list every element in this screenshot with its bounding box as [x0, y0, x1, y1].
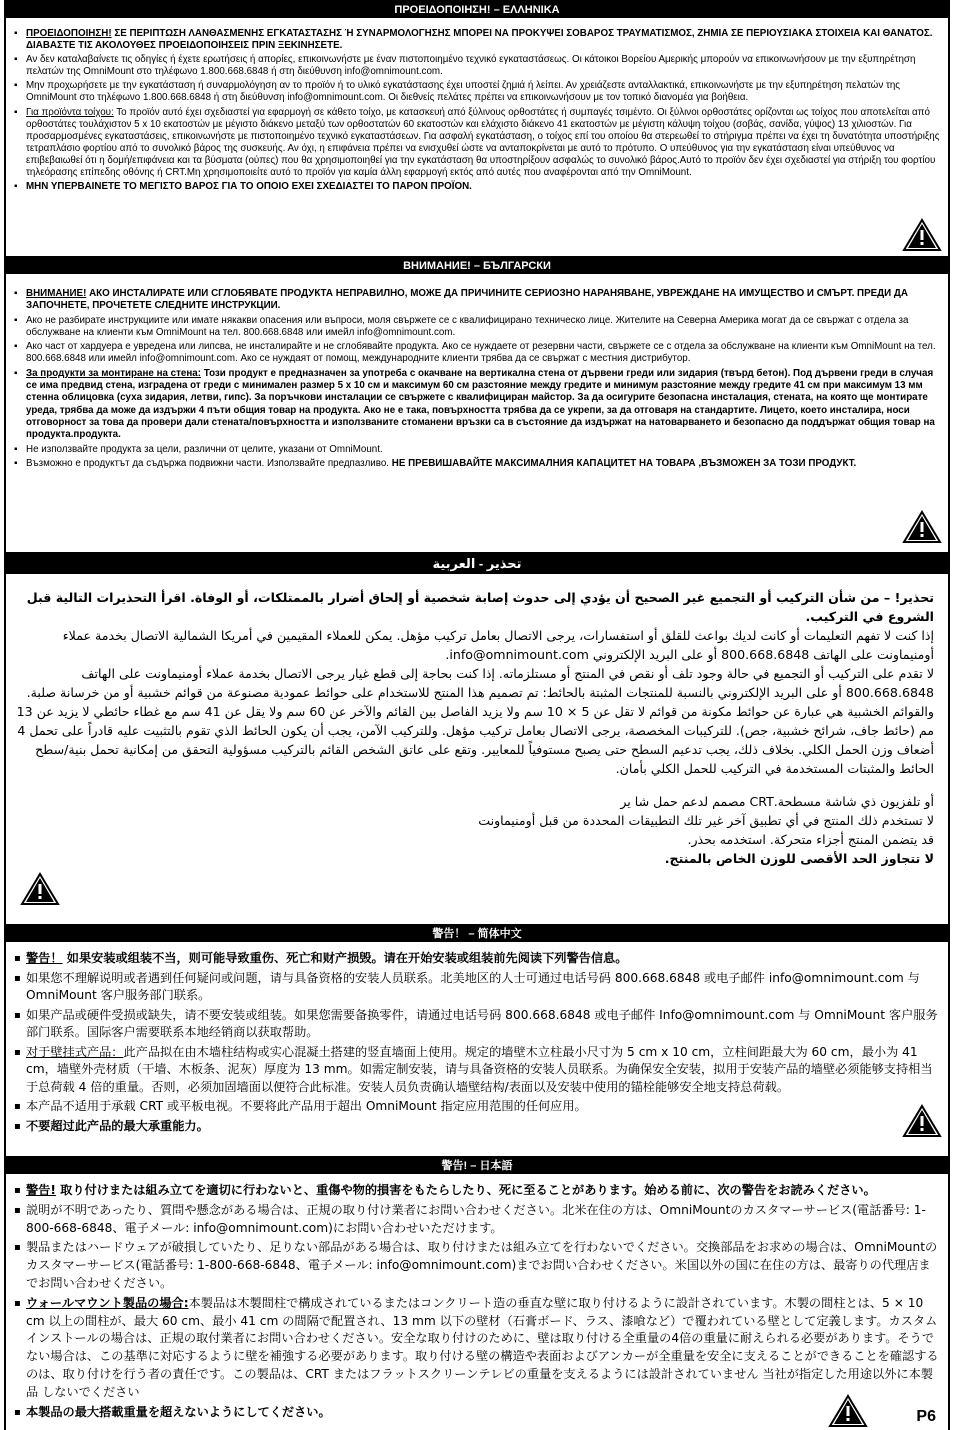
- warning-lead: 警告！: [26, 951, 63, 965]
- warning-text: 如果安装或组装不当，则可能导致重伤、死亡和财产损毁。请在开始安装或组装前先阅读下列警告信息。: [62, 951, 628, 965]
- list-item: ▪ 本产品不适用于承载 CRT 或平板电视。不要将此产品用于超出 OmniMount 指定应用范围的任何应用。: [14, 1098, 940, 1116]
- item-lead: 对于壁挂式产品：: [26, 1044, 124, 1059]
- list-item: ▪ ΜΗΝ ΥΠΕΡΒΑΙΝΕΤΕ ΤΟ ΜΕΓΙΣΤΟ ΒΑΡΟΣ ΓΙΑ ΤΟ ΟΠΟΙΟ ΕΧΕΙ ΣΧΕΔΙΑΣΤΕΙ ΤΟ ΠΑΡΟΝ ΠΡΟΪΟΝ.: [14, 181, 940, 193]
- warning-lead: ВНИМАНИЕ!: [26, 288, 87, 299]
- paragraph: قد يتضمن المنتج أجزاء متحركة. استخدمه بحذر.: [687, 832, 934, 847]
- japanese-warning-section: [4, 1158, 950, 1430]
- list-item: [14, 107, 940, 180]
- list-item: [14, 1044, 940, 1097]
- list-item: ▪ Ако част от хардуера е увредена или липсва, не инсталирайте и не сглобявайте продукта. Ако се нуждаете от резервни части, свържете се с отдела за обслужване на клиенти към OmniMount на тел. 800.668.6848 или имейл info@omnimount.com. Ако се нуждаят от помощ, международните клиенти трябва да се свържат с местния дистрибутор.: [14, 341, 940, 366]
- item-lead: Για προϊόντα τοίχου:: [26, 106, 114, 118]
- item-text: 此产品拟在由木墙柱结构或实心混凝土搭建的竖直墙面上使用。规定的墙壁木立柱最小尺寸为 5 cm x 10 cm，立柱间距最大为 60 cm，最小为 41 cm，墙壁外壳材质（干墙、木板条、泥灰）厚度为 13 mm。如需定制安装，请与具备资格的安装人员联系。为确保安全安装，拟用于安装产品的墙壁必须能够支持相当于总荷载 4 倍的重量。否则，必须加固墙面以便符合此标准。安装人员负责确认墙壁结构/表面以及安装中使用的锚栓能够安全地支持总荷载。: [26, 1044, 933, 1094]
- paragraph: لا تقدم على التركيب أو التجميع في حالة وجود تلف أو نقص في المنتج أو مستلزماته. إذا كنت بحاجة إلى قطع غيار يرجى الاتصال بخدمة عملاء أومنيماونت على الهاتف 800.668.6848 أو على البريد الإلكتروني بالنسبة للمنتجات المثبتة بالحائط: تم تصميم هذا المنتج للاستخدام على حوائط عمودية مصنوعة من قوائم خشبية أو من خرسانة صلبة. والقوائم الخشبية هي عبارة عن حوائط مكونة من قوائم لا تقل عن 5 × 10 سم ولا يزيد الفاصل بين القائم والآخر عن 60 سم ولا يقل عن 41 سم مع غطاء حائطي لا يزيد عن 13 مم (حائط جاف، شرائح خشبية، جص). للتركيبات المخصصة، يرجى الاتصال بعامل تركيب مؤهل. وللتركيب الآمن، يجب أن يكون الحائط الذي تقوم بالتثبيت عليه قادراً على تحمل 4 أضعاف وزن الحمل الكلي. بخلاف ذلك، يجب تدعيم السطح حتى يصبح مستوفياً للمعايير. وتقع على عاتق الشخص القائم بالتركيب مسؤولية التحقق من إمكانية تحمل بنية/سطح الحائط والمثبتات المستخدمة في التركيب للحمل الكلي بأمان.: [16, 666, 934, 776]
- item-text: Възможно е продуктът да съдържа подвижни части. Използвайте предпазливо.: [26, 457, 392, 469]
- item-lead: За продукти за монтиране на стена:: [26, 367, 201, 379]
- warning-triangle-icon: [828, 1394, 868, 1428]
- warning-lead: 警告!: [26, 1183, 56, 1197]
- list-item: ▪ Αν δεν καταλαβαίνετε τις οδηγίες ή έχετε ερωτήσεις ή απορίες, επικοινωνήστε με έναν πιστοποιημένο τεχνικό εγκαταστάσεως. Οι κάτοικοι Βορείου Αμερικής μπορούν να επικοινωνήσουν με την εξυπηρέτηση πελατών της OmniMount στο τηλέφωνο 1.800.668.6848 ή στη διεύθυνση info@omnimount.com.: [14, 54, 940, 78]
- warning-text: АКО ИНСТАЛИРАТЕ ИЛИ СГЛОБЯВАТЕ ПРОДУКТА НЕПРАВИЛНО, МОЖЕ ДА ПРИЧИНИТЕ СЕРИОЗНО НАРАНЯВАНЕ, УВРЕЖДАНЕ НА ИМУЩЕСТВО И СМЪРТ. ПРЕДИ ДА ЗАПОЧНЕТЕ, ПРОЧЕТЕТЕ СЛЕДНИТЕ ИНСТРУКЦИИ.: [26, 288, 908, 312]
- warning-paragraph: [14, 288, 940, 313]
- warning-triangle-icon: [902, 1104, 942, 1138]
- greek-warning-section: [4, 0, 950, 258]
- section-header: ВНИМАНИЕ! – БЪЛГАРСКИ: [6, 258, 948, 274]
- item-lead: ウォールマウント製品の場合:: [26, 1295, 189, 1310]
- warning-paragraph: تحذير! – من شأن التركيب أو التجميع غير الصحيح أن يؤدي إلى حدوث إصابة شخصية أو إلحاق أضرار بالممتلكات، أو الوفاة. اقرأ التحذيرات التالية قبل الشروع في التركيب.: [26, 590, 934, 624]
- item-bold-text: НЕ ПРЕВИШАВАЙТЕ МАКСИМАЛНИЯ КАПАЦИТЕТ НА ТОВАРА ,ВЪЗМОЖЕН ЗА ТОЗИ ПРОДУКТ.: [391, 457, 857, 469]
- paragraph: لا تتجاوز الحد الأقصى للوزن الخاص بالمنتج.: [664, 851, 934, 866]
- list-item: ▪ 製品またはハードウェアが破損していたり、足りない部品がある場合は、取り付けまたは組み立てを行わないでください。交換部品をお求めの場合は、OmniMountのカスタマーサービス(電話番号: 1-800-668-6848、電子メール: info@omnimount.com)までお問い合わせください。米国以外の国に在住の方は、最寄りの代理店までお問い合わせください。: [14, 1239, 940, 1292]
- item-text: Το προϊόν αυτό έχει σχεδιαστεί για εφαρμογή σε κάθετο τοίχο, με κατασκευή από ξύλινους ορθοστάτες ή συμπαγές τσιμέντο. Οι ξύλινοι ορθοστάτες ορίζονται ως τοίχος που αποτελείται από ορθοστάτες τουλάχιστον 5 x 10 εκατοστών με μέγιστο διάκενο μεταξύ των ορθοστατών 60 εκατοστών και ελάχιστο διάκενο 41 εκατοστών με μέγιστη κάλυψη τοίχου (σοβάς, σανίδα, γύψος) 13 χιλιοστών. Για προσαρμοσμένες εγκαταστάσεις, επικοινωνήστε με πιστοποιημένο τεχνικό εγκαταστάσεων. Για ασφαλή εγκατάσταση, ο τοίχος επί του οποίου θα στερεωθεί το στήριγμα πρέπει να έχει τη δυνατότητα υποστήριξης τετραπλάσιο φορτίου από το συνολικό βάρος της συσκευής. Αν όχι, η επιφάνεια πρέπει να ενισχυθεί ώστε να ανταποκρίνεται με αυτό το πρότυπο. Ο υπεύθυνος για την εγκατάσταση είναι υπεύθυνος να επιβεβαιωθεί ότι η δομή/επιφάνεια και τα βύσματα (ούπες) που θα χρησιμοποιηθεί για την εγκατάσταση θα υποστηρίξουν ασφαλώς το συνολικό βάρος.Αυτό το προϊόν δεν έχει σχεδιαστεί για στήριξη του φορτίου τηλεόρασης επίπεδης οθόνης ή CRT.Μη χρησιμοποιείτε αυτό το προϊόν για καμία άλλη εφαρμογή εκτός από αυτές που αναφέρονται από την OmniMount.: [26, 106, 940, 179]
- warning-lead: ΠΡΟΕΙΔΟΠΟΙΗΣΗ!: [26, 28, 112, 39]
- page-number: P6: [916, 1408, 936, 1425]
- list-item: [14, 1295, 940, 1402]
- chinese-warning-section: [4, 926, 950, 1158]
- warning-triangle-icon: [20, 872, 60, 906]
- list-item: ▪ 不要超过此产品的最大承重能力。: [14, 1118, 940, 1136]
- warning-paragraph: [14, 28, 940, 52]
- section-header: 警告！ – 简体中文: [6, 926, 948, 942]
- list-item: ▪ Ако не разбирате инструкциите или имате някакви опасения или въпроси, моля свържете се с квалифицирано техническо лице. Жителите на Северна Америка могат да се свържат с отдела за обслужване на клиенти към OmniMount на тел. 800.668.6848 или имейл info@omnimount.com.: [14, 315, 940, 340]
- list-item: ▪ 本製品の最大搭載重量を超えないようにしてください。: [14, 1404, 940, 1422]
- manual-page: [4, 0, 950, 1430]
- arabic-warning-section: [4, 554, 950, 926]
- section-header: 警告! – 日本語: [6, 1158, 948, 1174]
- bulgarian-warning-section: [4, 258, 950, 554]
- section-header: ΠΡΟΕΙΔΟΠΟΙΗΣΗ! – ΕΛΛΗΝΙΚΑ: [6, 2, 948, 18]
- paragraph: أو تلفزيون ذي شاشة مسطحة.CRT مصمم لدعم حمل شا ير: [620, 794, 934, 809]
- list-item: ▪ 説明が不明であったり、質問や懸念がある場合は、正規の取り付け業者にお問い合わせください。北米在住の方は、OmniMountのカスタマーサービス(電話番号: 1-800-668-6848、電子メール: info@omnimount.com)にお問い合わせいただけます。: [14, 1202, 940, 1238]
- warning-paragraph: [14, 950, 940, 968]
- list-item: ▪ 如果产品或硬件受损或缺失，请不要安装或组装。如果您需要备换零件，请通过电话号码 800.668.6848 或电子邮件 Info@omnimount.com 与 OmniMount 客户服务部门联系。国际客户需要联系本地经销商以获取帮助。: [14, 1007, 940, 1042]
- list-item: ▪ 如果您不理解说明或者遇到任何疑问或问题，请与具备资格的安装人员联系。北美地区的人士可通过电话号码 800.668.6848 或电子邮件 info@omnimount.com 与 OmniMount 客户服务部门联系。: [14, 970, 940, 1005]
- list-item: [14, 368, 940, 442]
- list-item: ▪ Не използвайте продукта за цели, различни от целите, указани от OmniMount.: [14, 444, 940, 456]
- warning-triangle-icon: [902, 218, 942, 252]
- warning-text: ΣΕ ΠΕΡΙΠΤΩΣΗ ΛΑΝΘΑΣΜΕΝΗΣ ΕΓΚΑΤΑΣΤΑΣΗΣ Ή ΣΥΝΑΡΜΟΛΟΓΗΣΗΣ ΜΠΟΡΕΙ ΝΑ ΠΡΟΚΥΨΕΙ ΣΟΒΑΡΟΣ ΤΡΑΥΜΑΤΙΣΜΟΣ, ΖΗΜΙΑ ΣΕ ΠΕΡΙΟΥΣΙΑΚΑ ΣΤΟΙΧΕΙΑ ΚΑΙ ΘΑΝΑΤΟΣ. ΔΙΑΒΑΣΤΕ ΤΙΣ ΑΚΟΛΟΥΘΕΣ ΠΡΟΕΙΔΟΠΟΙΗΣΕΙΣ ΠΡΙΝ ΞΕΚΙΝΗΣΕΤΕ.: [26, 28, 933, 52]
- list-item: [14, 458, 940, 470]
- warning-text: 取り付けまたは組み立てを適切に行わないと、重傷や物的損害をもたらしたり、死に至ることがあります。始める前に、次の警告をお読みください。: [55, 1183, 876, 1197]
- paragraph: إذا كنت لا تفهم التعليمات أو كانت لديك بواعث للقلق أو استفسارات، يرجى الاتصال بعامل تركيب مؤهل. يمكن للعملاء المقيمين في أمريكا الشمالية الاتصال بخدمة عملاء أومنيماونت على الهاتف 800.668.6848 أو على البريد الإلكتروني info@omnimount.com.: [62, 628, 934, 662]
- list-item: ▪ Μην προχωρήσετε με την εγκατάσταση ή συναρμολόγηση αν το προϊόν ή το υλικό εγκατάστασης έχει υποστεί ζημιά ή λείπει. Αν χρειάζεστε ανταλλακτικά, επικοινωνήστε με την εξυπηρέτηση πελατών της OmniMount στο τηλέφωνο 1.800.668.6848 ή στη διεύθυνση info@omnimount.com. Οι διεθνείς πελάτες πρέπει να επικοινωνήσουν με τον τοπικό διανομέα για βοήθεια.: [14, 80, 940, 104]
- item-text: 本製品は木製間柱で構成されているまたはコンクリート造の垂直な壁に取り付けるように設計されています。木製の間柱とは、5 × 10 cm 以上の間柱が、最大 60 cm、最小 41 cm の間隔で配置され、13 mm 以下の壁材（石膏ボード、ラス、漆喰など）で覆われている壁として定義します。カスタムインストールの場合は、正規の取付業者にお問い合わせください。安全な取り付けのために、壁は取り付ける全重量の4倍の重量に耐えられる必要があります。そうでない場合は、この基準に対応するように壁を補強する必要があります。取り付ける壁の構造や表面およびアンカーが全重量を安全に支えることができることを確認するのは、取り付けを行う者の責任です。この製品は、CRT またはフラットスクリーンテレビの重量を支えるようには設計されていません 当社が指定した用途以外に本製品 しないでください: [26, 1295, 939, 1399]
- section-header: تحذير - العربية: [6, 554, 948, 574]
- item-text: Този продукт е предназначен за употреба с окачване на вертикална стена от дървени греди или зидария (твърд бетон). Под дървени греди в случая се има предвид стена, изградена от греди с минимален размер 5 x 10 см и максимум 60 см разстояние между гредите и минимум разстояние между гредите 41 см при максимум 13 мм стенна облицовка (суха зидария, летви, гипс). За поръчкови инсталации се свържете с квалифициран майстор. За да осигурите безопасна инсталация, стената, на която ще монтирате уреда, трябва да може да издържи 4 пъти общия товар на продукта. Ако не е така, повърхността трябва да се укрепи, за да отговаря на стандартите. Лицето, което инсталира, носи отговорност за това да провери дали стената/повърхността и използваните стоманени връзки са в състояние да издържат на натоварването и безопасно да поддържат общия товар на продукта.продукта.: [26, 367, 935, 441]
- paragraph: لا تستخدم ذلك المنتج في أي تطبيق آخر غير تلك التطبيقات المحددة من قبل أومنيماونت: [478, 813, 934, 828]
- warning-paragraph: [14, 1182, 940, 1200]
- warning-triangle-icon: [902, 510, 942, 544]
